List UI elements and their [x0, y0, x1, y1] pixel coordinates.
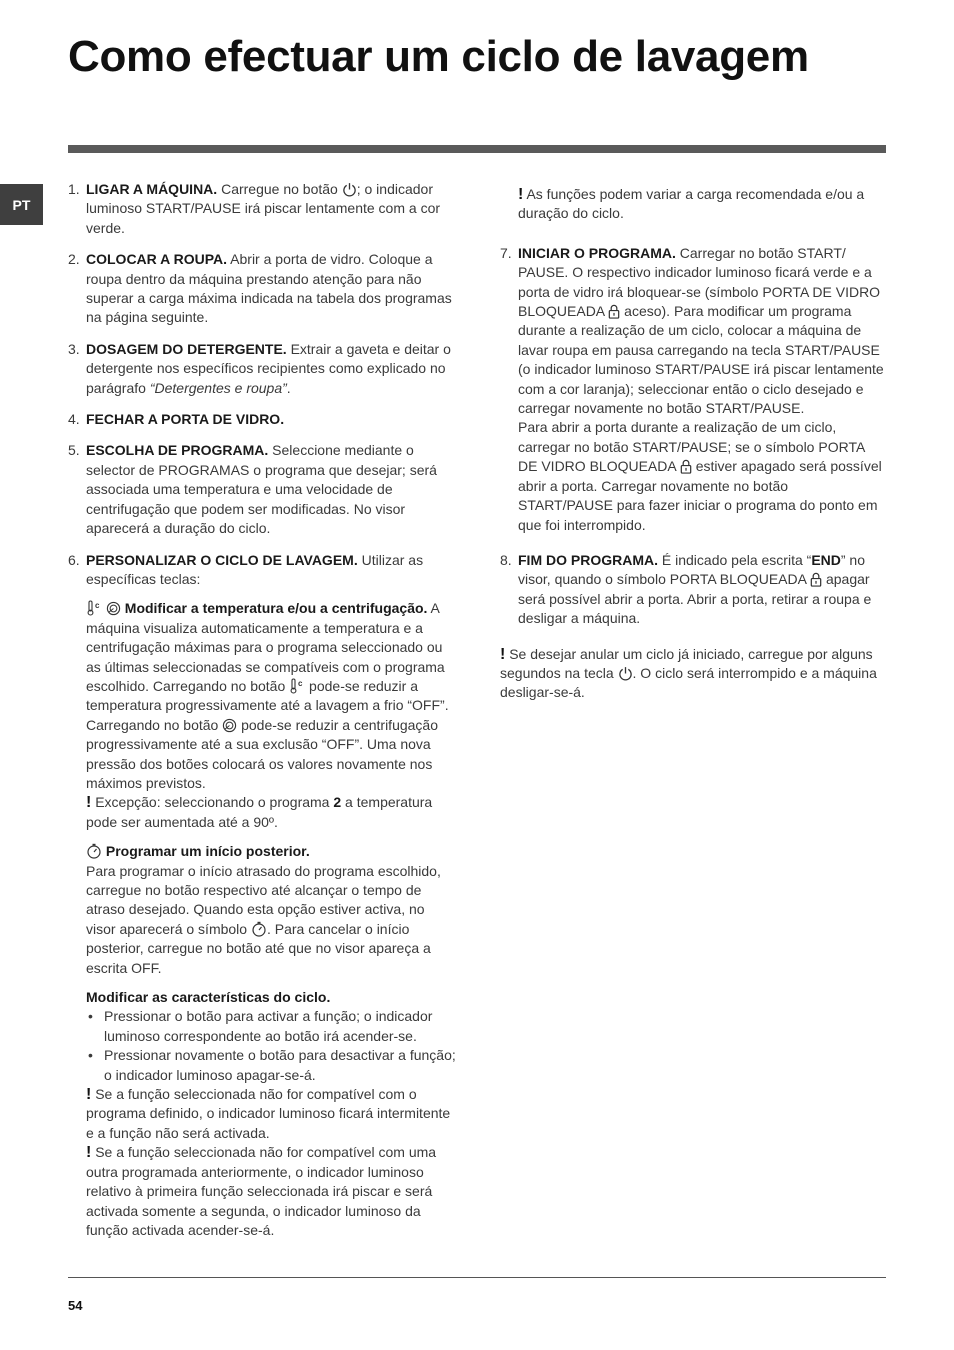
step-heading: PERSONALIZAR O CICLO DE LAVAGEM.	[86, 551, 358, 568]
step-4	[68, 410, 456, 429]
power-icon	[618, 666, 633, 681]
door-lock-icon	[608, 304, 620, 319]
door-lock-icon	[810, 572, 822, 587]
step-6: 6. PERSONALIZAR O CICLO DE LAVAGEM. Utilizar as específicas teclas: c Modificar a temperatura e/ou a centrifugação. A máquina visualiza automaticamente a temperatura e a centrifugação máximas para o programa seleccionado ou as últimas seleccionadas se compatíveis com o programa escolhido. Carregando no botão c pode-se reduzir a temperatura progressivamente até a lavagem a frio “OFF”. Carregando no botão pode-se reduzir a centrifugação progressivamente até a sua exclusão “OFF”. Uma nova pressão dos botões colocará os valores novamente nos máximos previstos. ! Excepção: seleccionando o programa 2 a temperatura pode ser aumentada até a 90º. Programar um início posterior. Para programar o início atrasado do programa escolhido, carregue no botão respectivo até alcançar o tempo de atraso desejado. Quando esta opção estiver activa, no visor aparecerá o símbolo . Para cancelar o início posterior, carregue no botão até que no visor apareça a escrita OFF. Modificar as características do ciclo. • Pressionar o botão para activar a função; o indicador luminoso correspondente ao botão irá acender-se. • Pressionar novamente o botão para desactivar a função; o indicador luminoso apagar-se-á. ! Se a função seleccionada não for compatível com o programa definido, o indicador luminoso ficará intermitente e a função não será activada. ! Se a função seleccionada não for compatível com uma outra programada anteriormente, o indicador luminoso relativo à primeira função seleccionada irá piscar e será activada somente a segunda, o indicador luminoso da função activada acender-se-á.	[68, 551, 456, 1241]
warning-icon: !	[500, 645, 506, 663]
page-number: 54	[68, 1298, 83, 1313]
warning-note: ! Se a função seleccionada não for compatível com uma outra programada anteriormente, o indicador luminoso relativo à primeira função seleccionada irá piscar e será activada somente a segunda, o indicador luminoso da função activada acender-se-á.	[86, 1144, 437, 1238]
list-item: • Pressionar o botão para activar a função; o indicador luminoso correspondente ao botão irá acender-se.	[86, 1007, 456, 1046]
load-note: ! As funções podem variar a carga recomendada e/ou a duração do ciclo.	[518, 186, 865, 222]
step-heading: INICIAR O PROGRAMA.	[518, 244, 676, 261]
cancel-note: ! Se desejar anular um ciclo já iniciado, carregue por alguns segundos na tecla . O ciclo será interrompido e a máquina desligar-se-á.	[500, 645, 877, 701]
step-number: 8.	[500, 551, 512, 568]
feature-bullets	[86, 1007, 456, 1085]
step-8: 8. FIM DO PROGRAMA. É indicado pela escrita “END” no visor, quando o símbolo PORTA BLOQUEADA apagar será possível abrir a porta. Abrir a porta, retirar a roupa e desligar a máquina.	[500, 551, 872, 627]
temperature-spin-section: c Modificar a temperatura e/ou a centrifugação. A máquina visualiza automaticamente a temperatura e a centrifugação máximas para o programa seleccionado ou as últimas seleccionadas se compatíveis com o programa escolhido. Carregando no botão c pode-se reduzir a temperatura progressivamente até a lavagem a frio “OFF”. Carregando no botão pode-se reduzir a centrifugação progressivamente até a sua exclusão “OFF”. Uma nova pressão dos botões colocará os valores novamente nos máximos previstos. ! Excepção: seleccionando o programa 2 a temperatura pode ser aumentada até a 90º.	[86, 599, 456, 832]
step-heading: FIM DO PROGRAMA.	[518, 551, 658, 568]
temperature-icon	[86, 600, 102, 616]
warning-icon: !	[86, 1144, 92, 1162]
step-number: 1.	[68, 181, 80, 197]
list-item: • Pressionar novamente o botão para desactivar a função; o indicador luminoso apagar-se-á.	[86, 1046, 456, 1085]
warning-icon: !	[86, 794, 92, 812]
cycle-features-heading: Modificar as características do ciclo.	[86, 989, 331, 1006]
step-number: 2.	[68, 251, 80, 268]
svg-text:c: c	[95, 601, 100, 611]
step-number: 5.	[68, 442, 80, 459]
step-heading: COLOCAR A ROUPA.	[86, 251, 228, 268]
warning-note: ! Se a função seleccionada não for compatível com o programa definido, o indicador luminoso ficará intermitente e a função não será activada.	[86, 1086, 451, 1141]
step-5: 5. ESCOLHA DE PROGRAMA. Seleccione mediante o selector de PROGRAMAS o programa que desejar; será associada uma temperatura e uma velocidade de centrifugação que podem ser modificadas. No visor aparecerá a duração do ciclo.	[68, 442, 437, 537]
step-heading: ESCOLHA DE PROGRAMA.	[86, 442, 269, 459]
door-lock-icon	[680, 459, 692, 474]
temperature-icon	[289, 678, 305, 694]
language-tab: PT	[0, 184, 43, 225]
step-1: 1. LIGAR A MÁQUINA. Carregue no botão ; o indicador luminoso START/PAUSE irá piscar lentamente com a cor verde.	[68, 181, 441, 236]
page-title: Como efectuar um ciclo de lavagem	[68, 32, 809, 81]
delay-start-section: Programar um início posterior. Para programar o início atrasado do programa escolhido, carregue no botão respectivo até alcançar o tempo de atraso desejado. Quando esta opção estiver activa, no visor aparecerá o símbolo . Para cancelar o início posterior, carregue no botão até que no visor apareça a escrita OFF.	[86, 843, 441, 976]
step-heading: LIGAR A MÁQUINA.	[86, 181, 218, 197]
svg-text:c: c	[298, 678, 303, 688]
temperature-spin-heading: Modificar a temperatura e/ou a centrifugação.	[124, 600, 428, 617]
step-number: 6.	[68, 551, 80, 568]
step-number: 4.	[68, 411, 80, 428]
warning-icon: !	[518, 186, 524, 203]
title-divider	[68, 145, 886, 153]
step-heading: DOSAGEM DO DETERGENTE.	[86, 340, 287, 357]
step-heading: FECHAR A PORTA DE VIDRO.	[86, 411, 285, 428]
spin-icon	[106, 601, 121, 616]
footer-divider	[68, 1277, 886, 1278]
step-number: 7.	[500, 244, 512, 261]
warning-icon: !	[86, 1086, 92, 1104]
warning-note: ! Excepção: seleccionando o programa 2 a temperatura pode ser aumentada até a 90º.	[86, 794, 433, 830]
spin-icon	[222, 718, 237, 733]
left-column	[68, 180, 456, 1252]
delay-timer-icon	[251, 921, 267, 937]
cycle-features-section	[86, 988, 456, 1240]
step-7: 7. INICIAR O PROGRAMA. Carregar no botão START/ PAUSE. O respectivo indicador luminoso ficará verde e a porta de vidro irá bloquear-se (símbolo PORTA DE VIDRO BLOQUEADA aceso). Para modificar um programa durante a realização de um ciclo, colocar a máquina de lavar roupa em pausa carregando na tecla START/PAUSE (o indicador luminoso START/PAUSE irá piscar lentamente com a cor laranja); seleccionar então o ciclo desejado e carregar novamente no botão START/PAUSE. Para abrir a porta durante a realização de um ciclo, carregar no botão START/PAUSE; se o símbolo PORTA DE VIDRO BLOQUEADA estiver apagado será possível abrir a porta. Carregar novamente no botão START/PAUSE para fazer iniciar o programa do ponto em que foi interrompido.	[500, 244, 884, 533]
step-2: 2. COLOCAR A ROUPA. Abrir a porta de vidro. Coloque a roupa dentro da máquina prestando atenção para não superar a carga máxima indicada na tabela dos programas na página seguinte.	[68, 251, 452, 326]
delay-start-heading: Programar um início posterior.	[105, 843, 310, 860]
delay-timer-icon	[86, 843, 102, 859]
power-icon	[342, 182, 357, 197]
right-column	[500, 185, 886, 703]
step-3: 3. DOSAGEM DO DETERGENTE. Extrair a gaveta e deitar o detergente nos específicos recipientes como explicado no parágrafo “Detergentes e roupa”.	[68, 340, 451, 396]
step-number: 3.	[68, 340, 80, 357]
